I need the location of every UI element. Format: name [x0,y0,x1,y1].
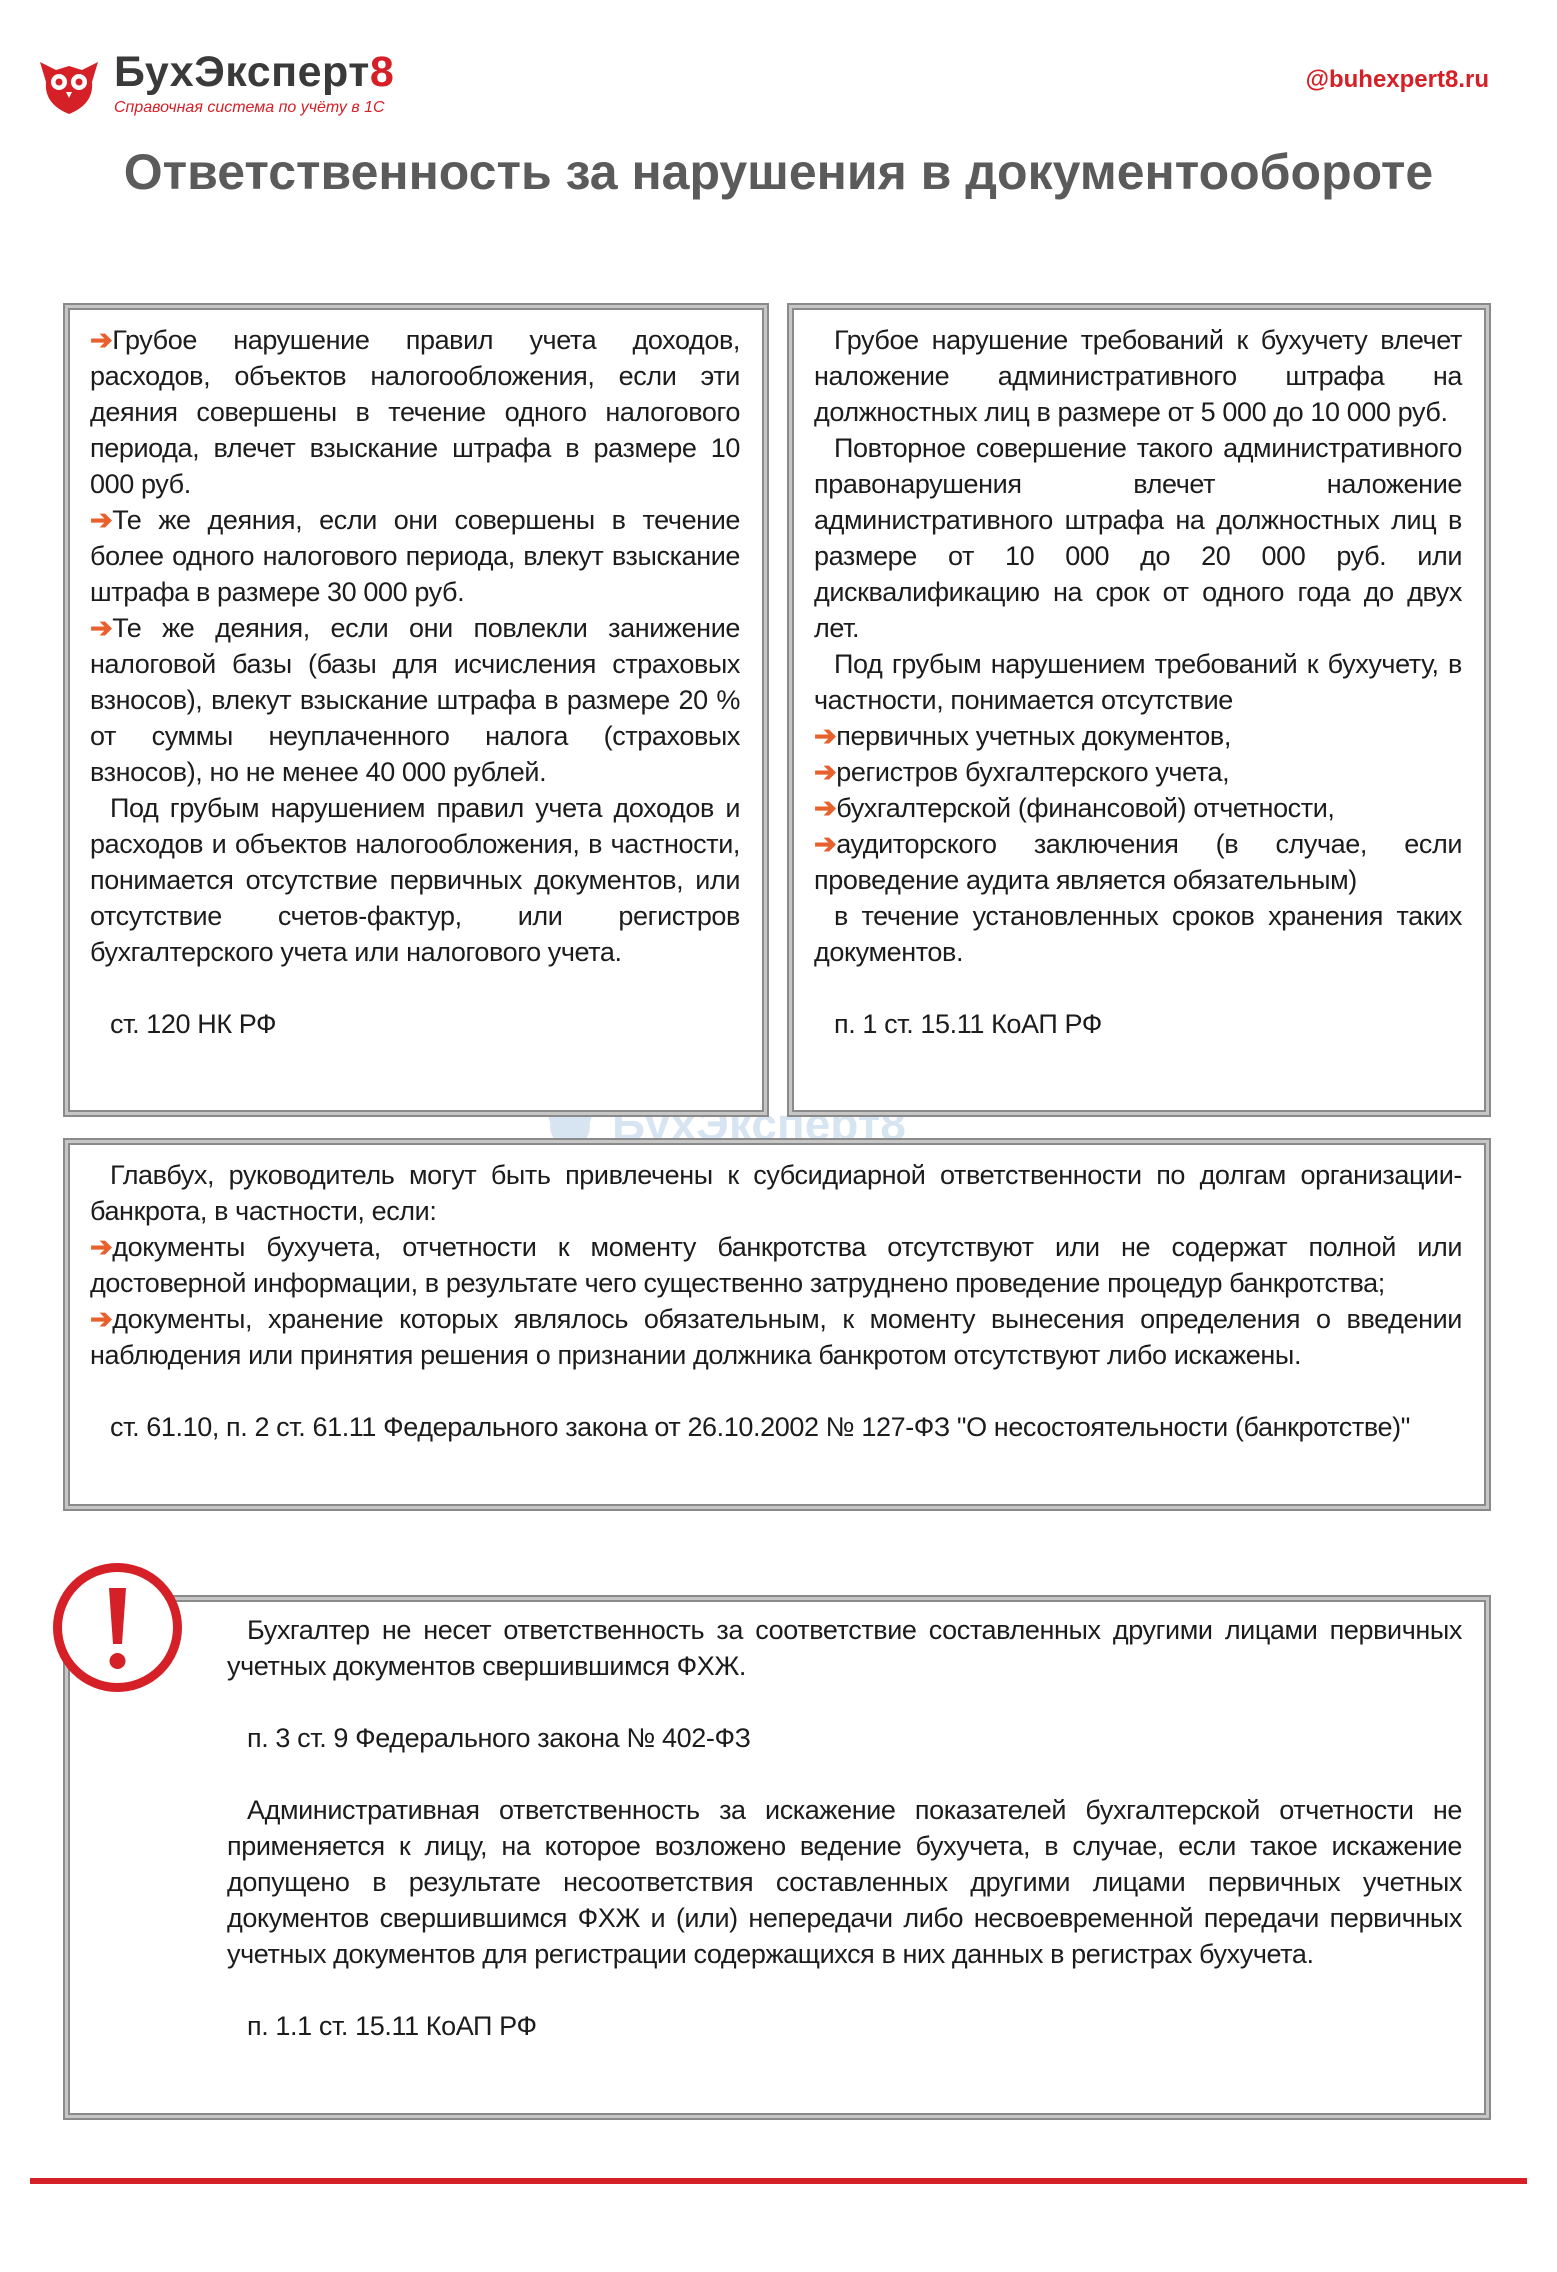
right-paragraph-1: Грубое нарушение требований к бухучету влечет наложение административного штрафа на должностных лиц в размере от 5 000 до 10 000 руб. [814,325,1462,427]
reference-127fz: ст. 61.10, п. 2 ст. 61.11 Федерального закона от 26.10.2002 № 127-ФЗ "О несостоятельности (банкротстве)" [110,1412,1410,1442]
right-list-item-4: ➔аудиторского заключения (в случае, если проведение аудита является обязательным) [814,829,1462,895]
brand-logo[interactable] [34,48,394,118]
reference-koap-1-1: п. 1.1 ст. 15.11 КоАП РФ [247,2011,537,2041]
box-admin-liability [792,308,1486,1112]
reference-402fz: п. 3 ст. 9 Федерального закона № 402-ФЗ [247,1723,751,1753]
right-list-item-2: ➔регистров бухгалтерского учета, [814,757,1230,787]
box-exemptions [68,1600,1486,2115]
left-paragraph-3: ➔Те же деяния, если они повлекли занижение налоговой базы (базы для исчисления страховых взносов), влекут взыскание штрафа в размере 20 % от суммы неуплаченного налога (страховых взносов), но не менее 40 000 рублей. [90,613,740,787]
reference-koap: п. 1 ст. 15.11 КоАП РФ [834,1009,1102,1039]
footer-divider [30,2178,1527,2184]
left-paragraph-4: Под грубым нарушением правил учета доходов и расходов и объектов налогообложения, в частности, понимается отсутствие первичных документов, или отсутствие счетов-фактур, или регистров бухгалтерского учета или налогового учета. [90,793,740,967]
brand-name: БухЭксперт8 [114,48,395,96]
arrow-right-icon: ➔ [814,757,837,787]
box-subsidiary-liability [68,1143,1486,1506]
exclamation-circle-icon [50,1560,185,1695]
right-paragraph-2: Повторное совершение такого административного правонарушения влечет наложение административного штрафа на должностных лиц в размере от 10 000 до 20 000 руб. или дисквалификацию на срок от одного года до двух лет. [814,433,1462,643]
site-link[interactable]: @buhexpert8.ru [1305,66,1489,93]
exemption-paragraph-1: Бухгалтер не несет ответственность за соответствие составленных другими лицами первичных учетных документов свершившимся ФХЖ. [227,1615,1462,1681]
middle-list-item-2: ➔документы, хранение которых являлось обязательным, к моменту вынесения определения о введении наблюдения или принятия решения о признании должника банкротом отсутствуют либо искажены. [90,1304,1462,1370]
arrow-right-icon: ➔ [814,829,837,859]
right-list-item-1: ➔первичных учетных документов, [814,721,1231,751]
owl-logo-icon [34,48,104,118]
arrow-right-icon: ➔ [90,1232,113,1262]
brand-tagline: Справочная система по учёту в 1С [114,99,385,116]
right-list-item-3: ➔бухгалтерской (финансовой) отчетности, [814,793,1335,823]
arrow-right-icon: ➔ [90,613,113,643]
page-title: Ответственность за нарушения в документообороте [123,144,1434,200]
right-tail: в течение установленных сроков хранения таких документов. [814,901,1462,967]
exemption-paragraph-2: Административная ответственность за искажение показателей бухгалтерской отчетности не применяется к лицу, на которое возложено ведение бухучета, в случае, если такое искажение допущено в результате несоответствия составленных другими лицами первичных учетных документов свершившимся ФХЖ и (или) непередачи либо несвоевременной передачи первичных учетных документов для регистрации содержащихся в них данных в регистрах бухучета. [227,1795,1462,1969]
left-paragraph-1: ➔Грубое нарушение правил учета доходов, расходов, объектов налогообложения, если эти деяния совершены в течение одного налогового периода, влечет взыскание штрафа в размере 10 000 руб. [90,325,740,499]
left-paragraph-2: ➔Те же деяния, если они совершены в течение более одного налогового периода, влекут взыскание штрафа в размере 30 000 руб. [90,505,740,607]
arrow-right-icon: ➔ [814,793,837,823]
reference-nk: ст. 120 НК РФ [110,1009,277,1039]
middle-list-item-1: ➔документы бухучета, отчетности к моменту банкротства отсутствуют или не содержат полной или достоверной информации, в результате чего существенно затруднено проведение процедур банкротства; [90,1232,1462,1298]
box-tax-liability [68,308,764,1112]
watermark: БухЭксперт8 [540,1094,1020,1154]
arrow-right-icon: ➔ [90,505,113,535]
right-paragraph-3: Под грубым нарушением требований к бухучету, в частности, понимается отсутствие [814,649,1462,715]
middle-intro: Главбух, руководитель могут быть привлечены к субсидиарной ответственности по долгам организации-банкрота, в частности, если: [90,1160,1462,1226]
arrow-right-icon: ➔ [90,1304,113,1334]
arrow-right-icon: ➔ [814,721,837,751]
arrow-right-icon: ➔ [90,325,113,355]
